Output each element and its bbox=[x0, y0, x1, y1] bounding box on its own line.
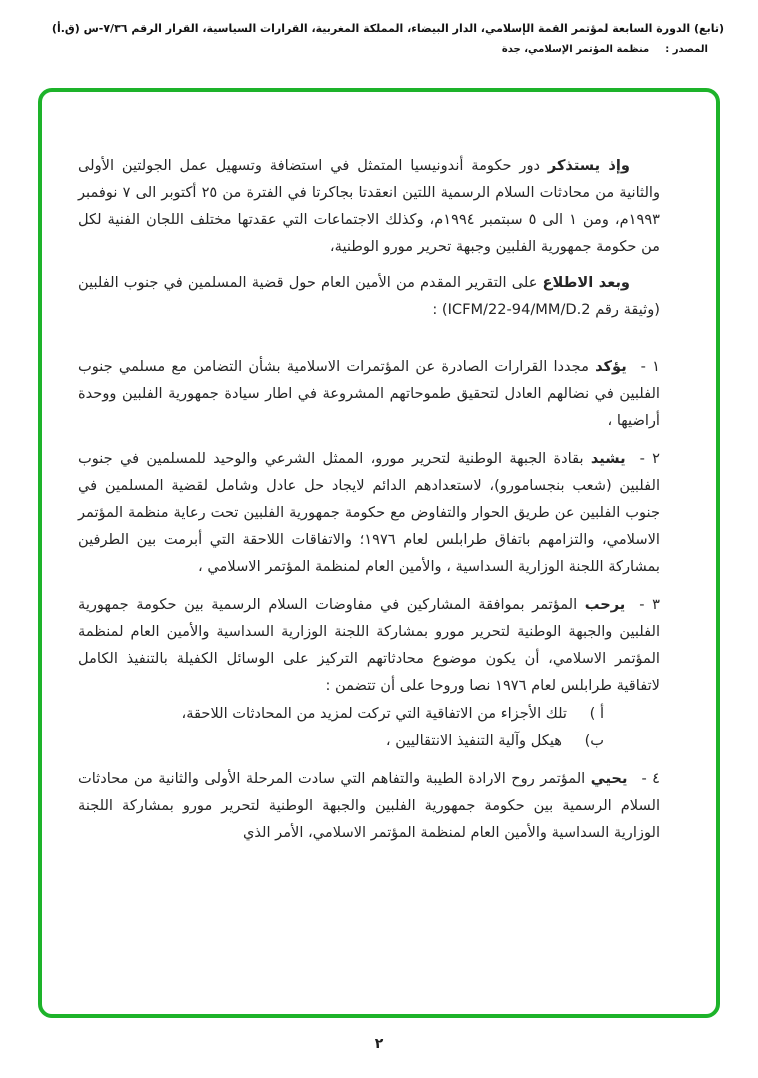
paragraph-lead: وإذ يستذكر bbox=[547, 157, 630, 174]
item-number: ٣ - bbox=[639, 596, 661, 613]
preamble-paragraph bbox=[78, 269, 660, 323]
paragraph-text: دور حكومة أندونيسيا المتمثل في استضافة وتسهيل عمل الجولتين الأولى والثانية من محادثات السلام الرسمية اللتين انعقدتا بجاكرتا في الفترة من ٢٥ أكتوبر الى ٧ نوفمبر ١٩٩٣م، ومن ١ الى ٥ سبتمبر ١٩٩٤م، وكذلك الاجتماعات التي عقدتها مختلف اللجان الفنية لكل من حكومة جمهورية الفلبين وجبهة تحرير مورو الوطنية، bbox=[78, 157, 660, 255]
item-text: مجددا القرارات الصادرة عن المؤتمرات الاسلامية بشأن التضامن مع مسلمي جنوب الفلبين في نضالهم العادل لتحقيق طموحاتهم المشروعة في اطار سيادة جمهورية الفلبين ووحدة أراضيها ، bbox=[78, 358, 660, 429]
item-number: ٢ - bbox=[639, 450, 660, 467]
content-frame bbox=[38, 88, 720, 1018]
item-number: ٤ - bbox=[641, 770, 661, 787]
resolution-items bbox=[78, 353, 660, 846]
subitems-list bbox=[78, 700, 660, 754]
item-lead: يؤكد bbox=[595, 358, 627, 375]
subitem-text: هيكل وآلية التنفيذ الانتقاليين ، bbox=[385, 732, 567, 749]
resolution-item bbox=[78, 591, 660, 754]
item-paragraph bbox=[78, 445, 660, 580]
header-reference-line: (تابع) الدورة السابعة لمؤتمر القمة الإسلامي، الدار البيضاء، المملكة المغربية، القرارات السياسية، القرار الرقم ٧/٣٦-س (ق.أ) bbox=[51, 22, 724, 35]
item-lead: يشيد bbox=[590, 450, 626, 467]
document-header bbox=[34, 22, 724, 55]
item-paragraph bbox=[78, 353, 660, 434]
resolution-item bbox=[78, 445, 660, 580]
subitem-label: أ ) bbox=[589, 705, 604, 722]
source-label: المصدر : bbox=[665, 44, 708, 55]
resolution-item bbox=[78, 353, 660, 434]
preamble-paragraph bbox=[78, 152, 660, 260]
item-number: ١ - bbox=[640, 358, 660, 375]
page-number: ٢ bbox=[374, 1036, 384, 1052]
subitem-label: ب) bbox=[584, 732, 604, 749]
preamble-section bbox=[78, 152, 660, 323]
item-paragraph bbox=[78, 765, 660, 846]
item-lead: يحيي bbox=[590, 770, 628, 787]
header-source-line bbox=[34, 44, 724, 55]
item-text: بقادة الجبهة الوطنية لتحرير مورو، الممثل الشرعي والوحيد للمسلمين في جنوب الفلبين (شعب بنجسامورو)، لاستعدادهم الدائم لايجاد حل عادل وشامل لقضية المسلمين في جنوب الفلبين عن طريق الحوار والتفاوض مع حكومة جمهورية الفلبين تحت رعاية منظمة المؤتمر الاسلامي، والتزامهم باتفاق طرابلس لعام ١٩٧٦؛ والاتفاقات اللاحقة التي أبرمت بين الطرفين بمشاركة اللجنة الوزارية السداسية ، والأمين العام لمنظمة المؤتمر الاسلامي ، bbox=[78, 450, 660, 575]
subitem-text: تلك الأجزاء من الاتفاقية التي تركت لمزيد من المحادثات اللاحقة، bbox=[181, 705, 572, 722]
item-text: المؤتمر روح الارادة الطيبة والتفاهم التي سادت المرحلة الأولى والثانية من محادثات السلام الرسمية بين حكومة جمهورية الفلبين والجبهة الوطنية لتحرير مورو بمشاركة اللجنة الوزارية السداسية والأمين العام لمنظمة المؤتمر الاسلامي، الأمر الذي bbox=[78, 770, 660, 841]
paragraph-text: على التقرير المقدم من الأمين العام حول قضية المسلمين في جنوب الفلبين (وثيقة رقم ICFM/22-94/MM/D.2) : bbox=[78, 274, 660, 318]
subitem bbox=[78, 700, 660, 727]
resolution-item bbox=[78, 765, 660, 846]
item-lead: يرحب bbox=[584, 596, 626, 613]
source-value: منظمة المؤتمر الإسلامي، جدة bbox=[501, 44, 650, 55]
subitem bbox=[78, 727, 660, 754]
paragraph-lead: وبعد الاطلاع bbox=[542, 274, 630, 291]
item-paragraph bbox=[78, 591, 660, 699]
item-text: المؤتمر بموافقة المشاركين في مفاوضات السلام الرسمية بين حكومة جمهورية الفلبين والجبهة الوطنية لتحرير مورو بمشاركة اللجنة الوزارية السداسية والأمين العام لمنظمة المؤتمر الاسلامي، أن يكون موضوع محادثاتهم التركيز على الوسائل الكفيلة بالتنفيذ الكامل لاتفاقية طرابلس لعام ١٩٧٦ نصا وروحا على أن تتضمن : bbox=[78, 596, 660, 694]
document-body bbox=[42, 92, 716, 1014]
